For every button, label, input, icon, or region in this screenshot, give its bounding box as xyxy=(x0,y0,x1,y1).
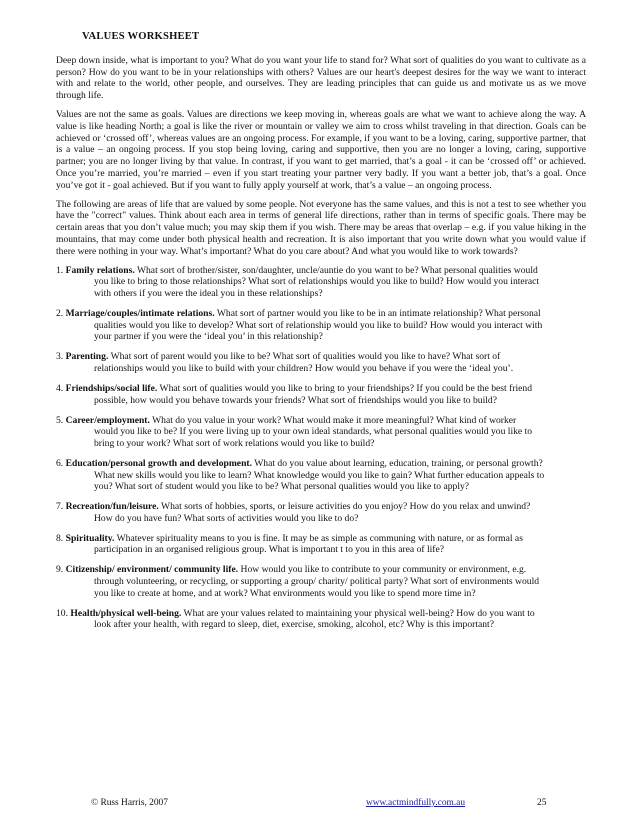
life-area-number: 1. xyxy=(56,264,64,276)
life-area-question: What sorts of hobbies, sports, or leisure activities do you enjoy? How do you relax and unwind? xyxy=(161,501,531,513)
life-area-continuation: participation in an organised religious group. What is important t to you in this area of life? xyxy=(94,544,445,556)
life-area-item xyxy=(56,458,586,493)
life-area-label: Health/physical well-being. xyxy=(70,607,182,619)
life-area-item xyxy=(56,265,586,300)
life-area-first-line xyxy=(56,458,586,470)
page-title: VALUES WORKSHEET xyxy=(82,31,200,42)
life-area-number: 7. xyxy=(56,501,64,513)
intro-paragraph: Deep down inside, what is important to you? What do you want your life to stand for? What sort of qualities do you want to cultivate as a person? How do you want to be in your relationships with others? Values are our heart's deepest desires for the way we want to interact with and relate to the world, other people, and ourselves. They are leading principles that can guide us and motivate us as we move through life. xyxy=(56,55,586,102)
life-area-question: What do you value about learning, education, training, or personal growth? xyxy=(254,457,543,469)
life-area-first-line xyxy=(56,265,586,277)
life-area-continuation: you like to create at home, and at work? What environments would you like to spend more time in? xyxy=(94,587,476,599)
website-link[interactable]: www.actmindfully.com.au xyxy=(366,798,466,808)
life-area-first-line xyxy=(56,383,586,395)
life-area-continuation: qualities would you like to develop? What sort of relationship would you like to build? How would you interact with xyxy=(94,319,543,331)
worksheet-body xyxy=(56,55,586,639)
life-area-number: 2. xyxy=(56,308,64,320)
life-area-first-line xyxy=(56,415,586,427)
life-area-question: What sort of parent would you like to be? What sort of qualities would you like to have? What sort of xyxy=(110,351,501,363)
life-area-number: 10. xyxy=(56,607,68,619)
life-area-label: Recreation/fun/leisure. xyxy=(65,501,159,513)
life-area-label: Citizenship/ environment/ community life. xyxy=(65,564,239,576)
page-number: 25 xyxy=(537,798,547,808)
life-area-continuation: look after your health, with regard to sleep, diet, exercise, smoking, alcohol, etc? Why is this important? xyxy=(94,619,494,631)
life-area-number: 3. xyxy=(56,351,64,363)
life-area-item xyxy=(56,415,586,450)
values-vs-goals-paragraph: Values are not the same as goals. Values are directions we keep moving in, whereas goals are what we want to achieve along the way. A value is like heading North; a goal is like the river or mountain or valley we aim to cross whilst traveling in that direction. Goals can be achieved or ‘crossed off’, whereas values are an ongoing process. For example, if you want to be a loving, caring, supportive partner, that is a value – an ongoing process. If you stop being loving, caring and supportive, then you are no longer a loving, caring, supportive partner; you are no longer living by that value. In contrast, if you want to get married, that’s a goal - it can be ‘crossed off’ or achieved. Once you’re married, you’re married – even if you start treating your partner very badly. If you want a better job, that’s a goal. Once you’ve got it - goal achieved. But if you want to fully apply yourself at work, that’s a value – an ongoing process. xyxy=(56,109,586,191)
life-area-number: 6. xyxy=(56,457,64,469)
life-area-first-line xyxy=(56,564,586,576)
life-area-question: What sort of brother/sister, son/daughter, uncle/auntie do you want to be? What personal qualities would xyxy=(136,264,538,276)
life-area-first-line xyxy=(56,533,586,545)
life-area-continuation: you like to bring to those relationships? What sort of relationships would you like to build? How would you interact xyxy=(94,276,540,288)
life-area-question: What do you value in your work? What would make it more meaningful? What kind of worker xyxy=(152,414,517,426)
life-area-continuation: with others if you were the ideal you in these relationships? xyxy=(94,288,323,300)
life-area-label: Parenting. xyxy=(65,351,109,363)
life-area-question: What sort of qualities would you like to bring to your friendships? If you could be the best friend xyxy=(159,382,533,394)
life-area-item xyxy=(56,608,586,631)
life-area-label: Career/employment. xyxy=(65,414,150,426)
life-area-continuation: bring to your work? What sort of work relations would you like to build? xyxy=(94,437,375,449)
life-area-label: Family relations. xyxy=(65,264,135,276)
life-area-number: 9. xyxy=(56,564,64,576)
instructions-paragraph: The following are areas of life that are valued by some people. Not everyone has the same values, and this is not a test to see whether you have the "correct" values. Think about each area in terms of general life directions, rather than in terms of specific goals. There may be certain areas that you don’t value much; you may skip them if you wish. There may be areas that overlap – e.g. if you value hiking in the mountains, that may come under both physical health and recreation. It is also important that you write down what you would value if there were nothing in your way. What’s important? What do you care about? And what you would like to work towards? xyxy=(56,198,586,257)
life-area-item xyxy=(56,501,586,524)
life-area-item xyxy=(56,351,586,374)
life-area-item xyxy=(56,564,586,599)
life-area-number: 4. xyxy=(56,382,64,394)
life-area-continuation: relationships would you like to build with your children? How would you behave if you were the ‘ideal you’. xyxy=(94,363,514,375)
life-area-continuation: your partner if you were the ‘ideal you’ in this relationship? xyxy=(94,331,323,343)
life-area-label: Education/personal growth and development. xyxy=(65,457,252,469)
life-area-continuation: you? What sort of student would you like to be? What personal qualities would you like to apply? xyxy=(94,481,470,493)
life-area-first-line xyxy=(56,501,586,513)
life-area-question: What are your values related to maintaining your physical well-being? How do you want to xyxy=(183,607,535,619)
life-area-first-line xyxy=(56,608,586,620)
life-area-label: Marriage/couples/intimate relations. xyxy=(65,308,215,320)
life-area-question: Whatever spirituality means to you is fine. It may be as simple as communing with nature, or as formal as xyxy=(116,532,523,544)
life-area-label: Friendships/social life. xyxy=(65,382,158,394)
life-area-item xyxy=(56,383,586,406)
life-area-item xyxy=(56,533,586,556)
life-area-continuation: would you like to be? If you were living up to your own ideal standards, what personal qualities would you like to xyxy=(94,426,533,438)
life-areas-list xyxy=(56,265,586,631)
copyright-text: © Russ Harris, 2007 xyxy=(91,798,168,808)
life-area-continuation: How do you have fun? What sorts of activities would you like to do? xyxy=(94,512,359,524)
life-area-question: What sort of partner would you like to be in an intimate relationship? What personal xyxy=(216,308,541,320)
life-area-continuation: through volunteering, or recycling, or supporting a group/ charity/ political party? What sort of environments would xyxy=(94,576,540,588)
life-area-first-line xyxy=(56,308,586,320)
life-area-first-line xyxy=(56,351,586,363)
life-area-label: Spirituality. xyxy=(65,532,115,544)
life-area-continuation: What new skills would you like to learn? What knowledge would you like to gain? What further education appeals to xyxy=(94,469,545,481)
life-area-item xyxy=(56,308,586,343)
life-area-number: 5. xyxy=(56,414,64,426)
life-area-question: How would you like to contribute to your community or environment, e.g. xyxy=(240,564,527,576)
page-footer xyxy=(0,798,638,812)
life-area-number: 8. xyxy=(56,532,64,544)
life-area-continuation: possible, how would you behave towards your friends? What sort of friendships would you like to build? xyxy=(94,394,497,406)
